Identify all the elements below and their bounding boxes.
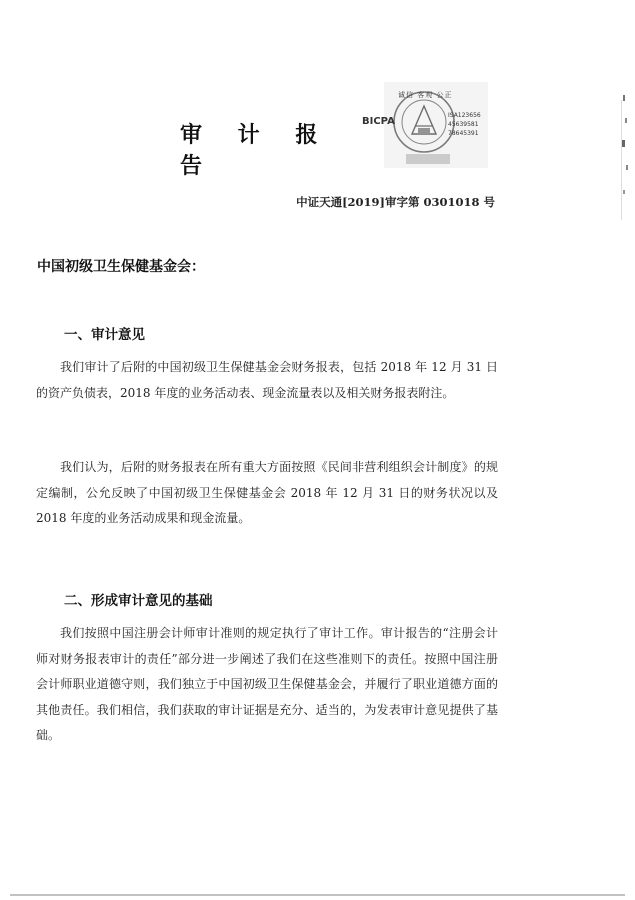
section-heading-audit-opinion: 一、审计意见 [64, 327, 145, 343]
stamp-top-text: 诚信 客观 公正 [398, 91, 453, 99]
stamp-number-1: ISA123656 [448, 112, 481, 119]
scan-bottom-edge [10, 894, 625, 896]
stamp-number-2: 45639581 [448, 121, 479, 128]
scan-edge-marks [575, 0, 635, 900]
paragraph-basis-for-opinion: 我们按照中国注册会计师审计准则的规定执行了审计工作。审计报告的“注册会计师对财务报表审计的责任”部分进一步阐述了我们在这些准则下的责任。按照中国注册会计师职业道德守则，我们独立于中国初级卫生保健基金会，并履行了职业道德方面的其他责任。我们相信，我们获取的审计证据是充分、适当的，为发表审计意见提供了基础。 [36, 626, 498, 742]
paragraph-audit-opinion: 我们认为，后附的财务报表在所有重大方面按照《民间非营利组织会计制度》的规定编制，公允反映了中国初级卫生保健基金会 2018 年 12 月 31 日的财务状况以及 2018 年度的业务活动成果和现金流量。 [36, 460, 498, 525]
addressee: 中国初级卫生保健基金会： [37, 259, 205, 275]
stamp-number-3: 78645391 [448, 130, 479, 137]
stamp-org-abbr: BICPA [362, 116, 395, 127]
document-title: 审 计 报 告 [180, 123, 332, 179]
paragraph-audit-scope: 我们审计了后附的中国初级卫生保健基金会财务报表，包括 2018 年 12 月 31 日的资产负债表，2018 年度的业务活动表、现金流量表以及相关财务报表附注。 [36, 360, 498, 400]
bicpa-stamp [362, 82, 492, 170]
report-reference-number: 中证天通[2019]审字第 0301018 号 [296, 195, 495, 209]
section-heading-basis-for-opinion: 二、形成审计意见的基础 [64, 593, 213, 609]
